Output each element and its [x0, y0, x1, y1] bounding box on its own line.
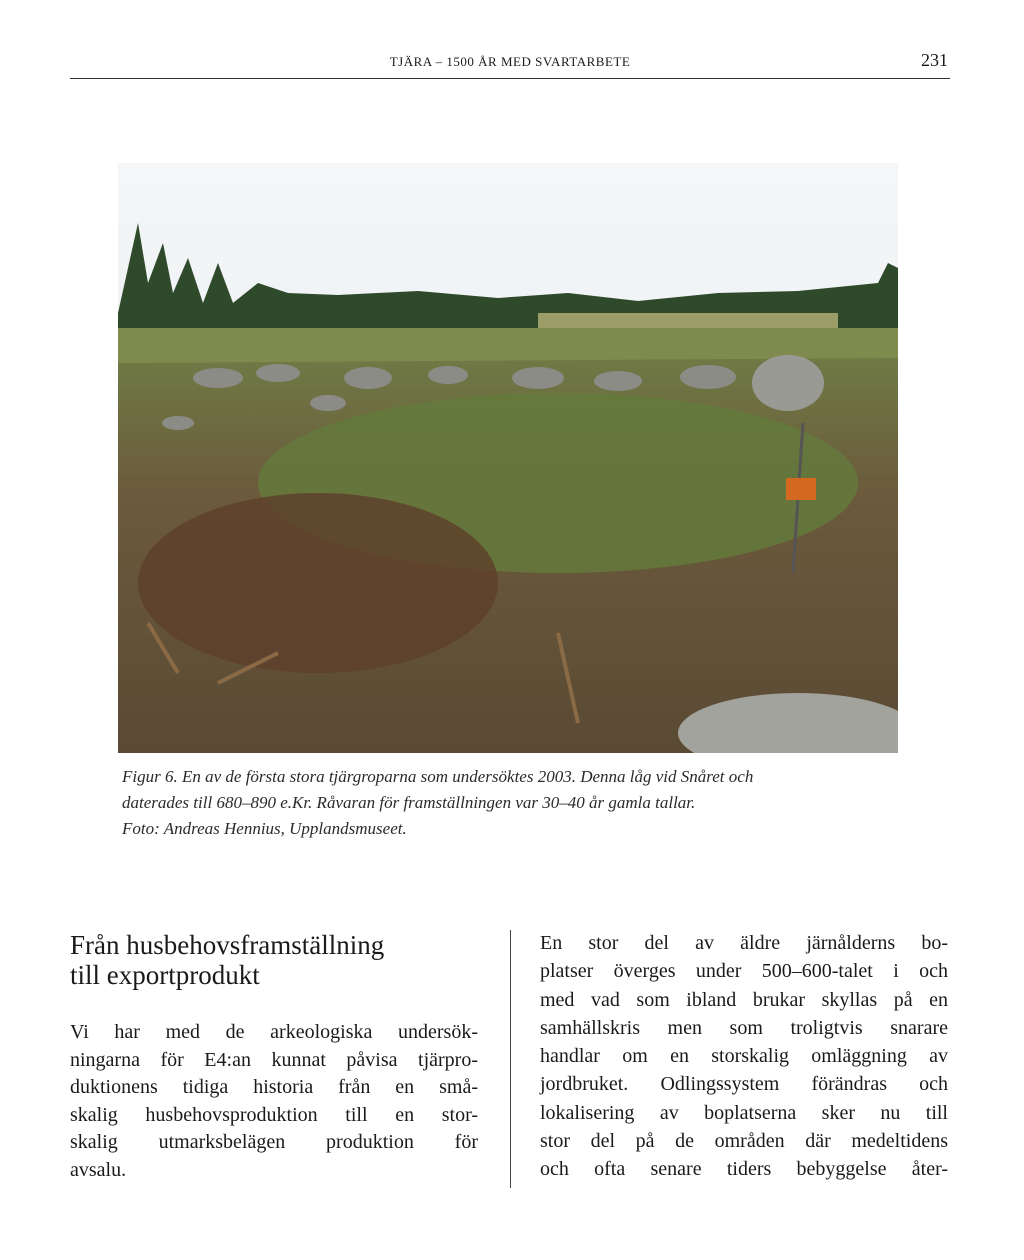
figure-photo: [118, 163, 898, 753]
text-line: duktionens tidiga historia från en små-: [70, 1076, 478, 1098]
text-line: avsalu.: [70, 1158, 127, 1181]
caption-line: Foto: Andreas Hennius, Upplandsmuseet.: [122, 819, 407, 838]
text-line: Vi har med de arkeologiska undersök-: [70, 1021, 478, 1043]
text-line: ningarna för E4:an kunnat påvisa tjärpro-: [70, 1048, 478, 1071]
text-line: platser överges under 500–600-talet i och: [540, 960, 948, 983]
text-line: stor del på de områden där medeltidens: [540, 1130, 948, 1153]
text-line: och ofta senare tiders bebyggelse åter-: [540, 1158, 948, 1181]
text-line: jordbruket. Odlingssystem förändras och: [540, 1073, 948, 1096]
running-title: TJÄRA – 1500 ÅR MED SVARTARBETE: [389, 54, 631, 69]
left-column-text: [70, 1019, 478, 1184]
heading-line: Från husbehovsframställning: [70, 930, 385, 960]
text-line: samhällskris men som troligtvis snarare: [540, 1016, 948, 1039]
text-line: skalig husbehovsproduktion till en stor-: [70, 1103, 478, 1126]
caption-line: daterades till 680–890 e.Kr. Råvaran för framställningen var 30–40 år gamla tallar.: [122, 793, 696, 812]
text-line: lokalisering av boplatserna sker nu till: [540, 1101, 948, 1124]
caption-line: Figur 6. En av de första stora tjärgroparna som undersöktes 2003. Denna låg vid Snåret och: [122, 767, 754, 786]
text-line: En stor del av äldre järnålderns bo-: [540, 932, 948, 954]
running-head: [70, 52, 950, 74]
text-line: handlar om en storskalig omläggning av: [540, 1045, 948, 1068]
figure-caption: [122, 764, 902, 842]
page-number: 231: [921, 50, 948, 70]
text-line: skalig utmarksbelägen produktion för: [70, 1131, 478, 1153]
header-rule: [70, 78, 950, 79]
heading-line: till exportprodukt: [70, 960, 260, 990]
column-divider: [510, 930, 511, 1188]
text-line: med vad som ibland brukar skyllas på en: [540, 988, 948, 1011]
section-heading: [70, 930, 490, 990]
right-column-text: [540, 929, 948, 1184]
